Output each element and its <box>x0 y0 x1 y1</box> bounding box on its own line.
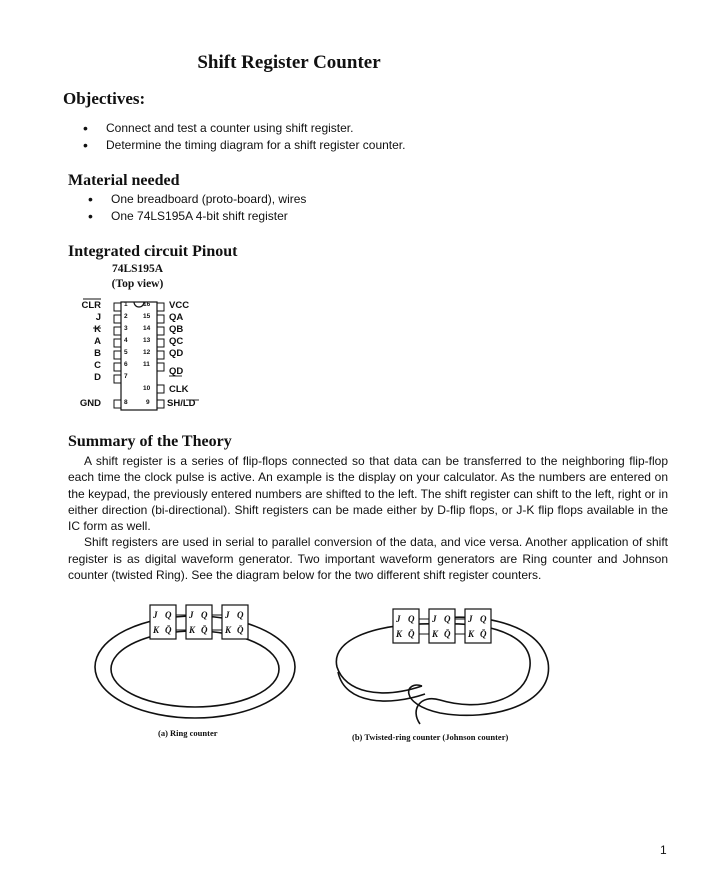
ff-qbar-label: Q̄ <box>237 625 244 635</box>
ff-q-label: Q <box>444 614 451 624</box>
pin-label: QD <box>169 348 184 359</box>
chip-view-label: (Top view) <box>111 278 164 290</box>
pin-number: 8 <box>124 399 128 406</box>
ff-qbar-label: Q̄ <box>480 629 487 639</box>
ring-counter-diagram <box>95 605 295 718</box>
theory-paragraph: A shift register is a series of flip-flops connected so that data can be transferred to the neighboring flip-flop each time the clock pulse is active. An example is the display on your calculator. As the numbers are entered on the keypad, the previously entered numbers are shifted to the left. The shift register can shift to the left, right or in either direction (bi-directional). Shift registers can be made either by D-flip flops, or J-K flip flops available in the IC form as well. <box>68 454 668 534</box>
pin-number: 13 <box>143 337 151 344</box>
list-item: • One breadboard (proto-board), wires <box>111 191 306 208</box>
page-number: 1 <box>660 843 667 857</box>
pin-number: 1 <box>124 301 128 308</box>
ff-qbar-label: Q̄ <box>444 629 451 639</box>
ff-j-label: J <box>225 610 230 620</box>
ff-k-label: K <box>225 625 232 635</box>
material-heading: Material needed <box>68 172 180 189</box>
johnson-counter-caption: (b) Twisted-ring counter (Johnson counter) <box>352 732 509 742</box>
pin-number: 12 <box>143 349 151 356</box>
pin-number: 14 <box>143 325 151 332</box>
theory-paragraph: Shift registers are used in serial to parallel conversion of the data, and vice versa. Another application of shift register is as digital waveform generator. Two important waveform generators are Ring counter and Johnson counter (twisted Ring). See the diagram below for the two different shift register counters. <box>68 535 668 583</box>
ff-j-label: J <box>396 614 401 624</box>
pin-number: 10 <box>143 385 151 392</box>
pin-label: A <box>94 336 101 347</box>
pin-label: QC <box>169 336 184 347</box>
objectives-heading: Objectives: <box>63 89 146 108</box>
ff-j-label: J <box>468 614 473 624</box>
pin-label: SH/LD <box>167 398 196 409</box>
list-item: • One 74LS195A 4-bit shift register <box>111 208 306 225</box>
pin-label: CLR <box>81 300 101 311</box>
pin-label: QD <box>169 366 184 377</box>
pin-label: C <box>94 360 101 371</box>
ff-k-label: K <box>189 625 196 635</box>
pin-label: GND <box>79 398 101 409</box>
pin-label: J <box>95 312 101 323</box>
pin-number: 5 <box>124 349 128 356</box>
page-title: Shift Register Counter <box>197 52 381 73</box>
theory-heading: Summary of the Theory <box>68 433 232 450</box>
pin-number: 9 <box>146 399 150 406</box>
pin-label: QA <box>169 312 184 323</box>
list-item: • Determine the timing diagram for a shift register counter. <box>106 137 405 154</box>
ff-q-label: Q <box>165 610 172 620</box>
pin-label: B <box>94 348 101 359</box>
ff-qbar-label: Q̄ <box>408 629 415 639</box>
pin-number: 3 <box>124 325 128 332</box>
pin-label: CLK <box>169 384 189 395</box>
ff-qbar-label: Q̄ <box>165 625 172 635</box>
ff-j-label: J <box>189 610 194 620</box>
pin-label: VCC <box>169 300 190 311</box>
pin-number: 6 <box>124 361 128 368</box>
pinout-heading: Integrated circuit Pinout <box>68 243 238 260</box>
pin-label: K <box>94 324 101 335</box>
ff-qbar-label: Q̄ <box>201 625 208 635</box>
pin-label: QB <box>169 324 184 335</box>
ff-q-label: Q <box>201 610 208 620</box>
ff-q-label: Q <box>408 614 415 624</box>
ff-k-label: K <box>396 629 403 639</box>
pin-number: 7 <box>124 373 128 380</box>
ring-inner-loop <box>111 631 279 707</box>
johnson-counter-diagram <box>336 609 548 724</box>
ff-j-label: J <box>432 614 437 624</box>
chip-name: 74LS195A <box>111 263 164 275</box>
ff-q-label: Q <box>237 610 244 620</box>
ff-j-label: J <box>153 610 158 620</box>
pin-label: D <box>94 372 101 383</box>
pin-number: 2 <box>124 313 128 320</box>
ff-k-label: K <box>432 629 439 639</box>
ff-k-label: K <box>468 629 475 639</box>
ring-counter-caption: (a) Ring counter <box>158 728 218 738</box>
list-item: • Connect and test a counter using shift register. <box>106 120 405 137</box>
ff-k-label: K <box>153 625 160 635</box>
pin-number: 4 <box>124 337 128 344</box>
ff-q-label: Q <box>480 614 487 624</box>
pin-number: 11 <box>143 361 150 368</box>
pin-number: 16 <box>143 301 151 308</box>
pin-number: 15 <box>143 313 151 320</box>
